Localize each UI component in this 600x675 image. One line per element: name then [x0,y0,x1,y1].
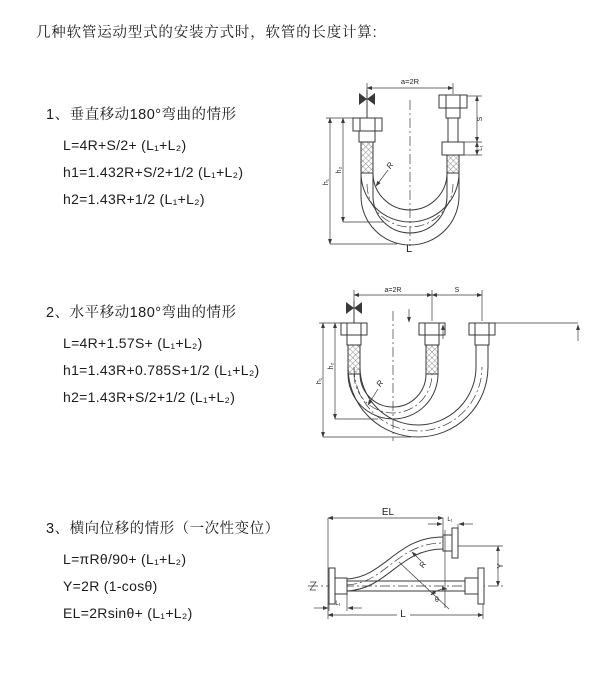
formula-L: L=πRθ/90+ (L₁+L₂) [63,551,187,567]
formula-h2: h2=1.43R+S/2+1/2 (L₁+L₂) [63,389,236,405]
hose-u-arcs-moved [348,367,488,437]
radius-leader [412,552,428,570]
dim-label-l: L [400,609,406,620]
dim-label-l1-left: L₁ [335,601,341,607]
dim-label-h1: h₁ [316,377,323,385]
dim-label-a2r: a=2R [384,287,402,294]
section-2-formulas [46,330,260,411]
dim-label-el: EL [381,507,395,518]
dim-label-a2r: a=2R [400,77,420,86]
formula-h2: h2=1.43R+1/2 (L₁+L₂) [63,191,205,207]
section-3 [46,518,280,627]
middle-pipe-assembly [419,323,445,374]
dim-label-h2: h₂ [336,166,343,174]
section-2-heading: 2、水平移动180°弯曲的情形 [46,305,237,321]
diagram-lateral-displacement [300,504,592,652]
formula-EL: EL=2Rsinθ+ (L₁+L₂) [63,605,193,621]
diagram-vertical-bend [312,70,580,258]
dim-label-s: S [477,116,484,122]
dim-label-length: L [405,243,413,255]
dim-l1-top [428,517,473,528]
dim-label-h1: h₁ [323,178,330,186]
dim-label-h2: h₂ [328,362,335,370]
formula-L: L=4R+S/2+ (L₁+L₂) [63,137,187,153]
dim-s [432,287,482,295]
s-curve-hose [347,528,458,591]
section-1 [46,104,243,213]
diagram-horizontal-bend [316,281,588,459]
left-pipe-assembly [353,118,382,173]
radius-leader [368,378,385,405]
dim-label-r: R [417,559,429,570]
dim-a-2r [367,77,453,94]
right-pipe-assembly [439,95,467,173]
dim-h1-outer [316,323,411,437]
left-flange-assembly [329,568,347,604]
formula-h1: h1=1.432R+S/2+1/2 (L₁+L₂) [63,164,244,180]
section-3-formulas [46,546,280,627]
page-title: 几种软管运动型式的安装方式时，软管的长度计算: [36,25,378,41]
left-pipe-assembly [341,323,367,374]
valve-icon [346,301,362,323]
section-2 [46,302,260,411]
radius-leader [376,160,395,186]
formula-L: L=4R+1.57S+ (L₁+L₂) [63,335,203,351]
dim-l1-left [314,594,362,611]
section-1-heading: 1、垂直移动180°弯曲的情形 [46,107,237,123]
valve-icon [359,90,375,118]
section-3-heading: 3、横向位移的情形（一次性变位） [46,521,280,537]
formula-Y: Y=2R (1-cosθ) [63,578,158,594]
dim-label-r: R [374,378,386,389]
formula-h1: h1=1.43R+0.785S+1/2 (L₁+L₂) [63,362,260,378]
section-1-formulas [46,132,243,213]
dim-label-y: Y [496,563,505,569]
dim-label-theta: θ [435,597,439,604]
dim-label-r: R [384,160,396,171]
dim-label-l1-top: L₁ [447,517,453,523]
dim-el [328,507,443,619]
dim-a-2r [354,287,482,321]
moved-pipe-assembly [469,323,495,367]
dim-label-l1: L₁ [478,145,484,151]
dim-l [328,604,483,620]
dim-label-s: S [454,287,460,294]
